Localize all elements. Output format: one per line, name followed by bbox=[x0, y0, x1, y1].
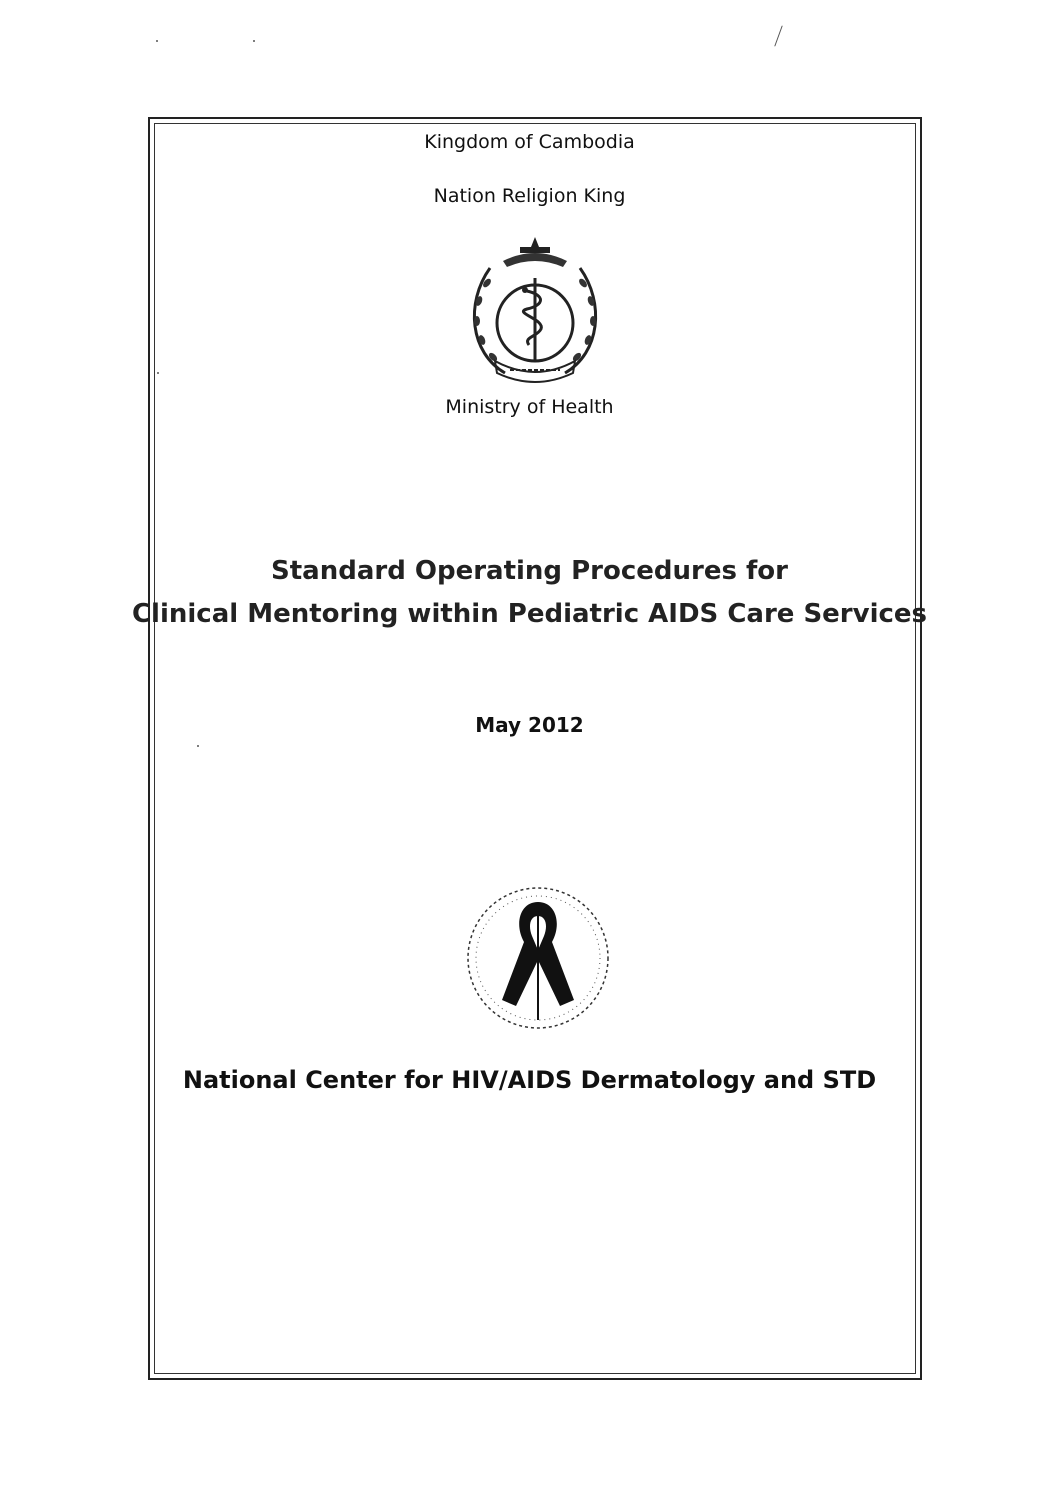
country-heading: Kingdom of Cambodia bbox=[424, 131, 635, 153]
document-title-line-2: Clinical Mentoring within Pediatric AIDS Care Services bbox=[131, 599, 928, 629]
national-motto: Nation Religion King bbox=[433, 185, 626, 207]
scan-speck bbox=[156, 40, 158, 42]
organization-name: National Center for HIV/AIDS Dermatology and STD bbox=[182, 1066, 877, 1094]
scan-speck bbox=[774, 25, 782, 46]
hiv-aids-ribbon-logo-icon bbox=[458, 880, 618, 1035]
scan-speck bbox=[157, 372, 159, 374]
scan-speck bbox=[197, 745, 199, 747]
scan-speck bbox=[253, 40, 255, 42]
document-title-line-1: Standard Operating Procedures for bbox=[271, 556, 788, 586]
ministry-of-health-emblem-icon bbox=[465, 233, 605, 388]
publication-date: May 2012 bbox=[475, 713, 584, 737]
ministry-name: Ministry of Health bbox=[445, 396, 614, 418]
